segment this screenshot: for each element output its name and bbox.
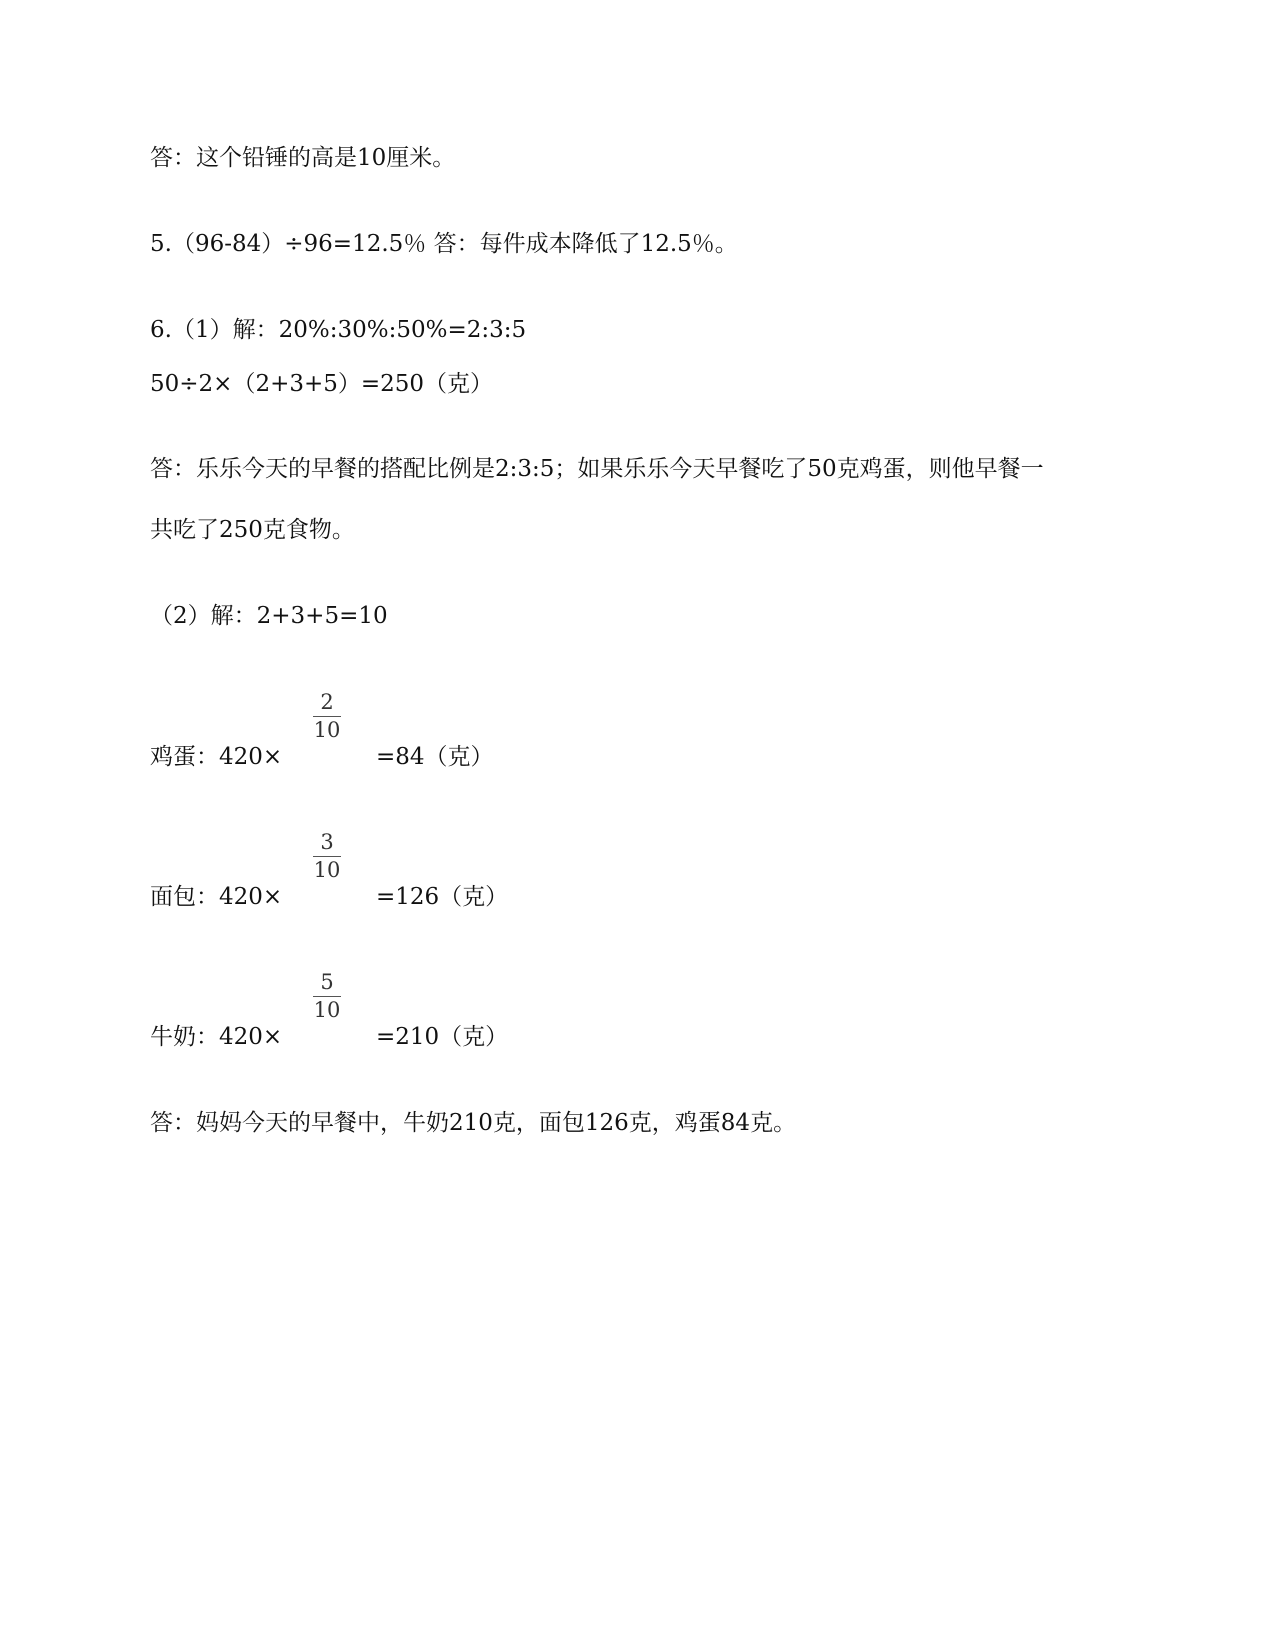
fraction xyxy=(312,830,342,882)
question-6-part-2-sum: （2）解：2+3+5=10 xyxy=(150,603,388,629)
fraction-numerator: 5 xyxy=(320,970,334,994)
fraction-denominator: 10 xyxy=(313,858,341,882)
question-6-part-2-answer: 答：妈妈今天的早餐中，牛奶210克，面包126克，鸡蛋84克。 xyxy=(150,1110,797,1136)
calc-result: =126（克） xyxy=(376,884,509,910)
fraction-denominator: 10 xyxy=(313,998,341,1022)
question-6-part-1-ratio: 6.（1）解：20%:30%:50%=2:3:5 xyxy=(150,317,527,343)
calc-label: 鸡蛋：420× xyxy=(150,744,283,770)
fraction-denominator: 10 xyxy=(313,718,341,742)
calc-result: =210（克） xyxy=(376,1024,509,1050)
calc-result: =84（克） xyxy=(376,744,494,770)
question-6-part-1-total: 50÷2×（2+3+5）=250（克） xyxy=(150,371,494,397)
answer-plumb-height: 答：这个铅锤的高是10厘米。 xyxy=(150,145,456,171)
fraction-numerator: 2 xyxy=(320,690,334,714)
question-6-part-1-answer-line-2: 共吃了250克食物。 xyxy=(150,517,355,543)
question-5-solution: 5.（96-84）÷96=12.5％ 答：每件成本降低了12.5％。 xyxy=(150,231,738,257)
fraction xyxy=(312,970,342,1022)
calc-label: 面包：420× xyxy=(150,884,283,910)
fraction-numerator: 3 xyxy=(320,830,334,854)
fraction xyxy=(312,690,342,742)
calc-label: 牛奶：420× xyxy=(150,1024,283,1050)
question-6-part-1-answer-line-1: 答：乐乐今天的早餐的搭配比例是2:3:5；如果乐乐今天早餐吃了50克鸡蛋，则他早餐一 xyxy=(150,456,1044,482)
